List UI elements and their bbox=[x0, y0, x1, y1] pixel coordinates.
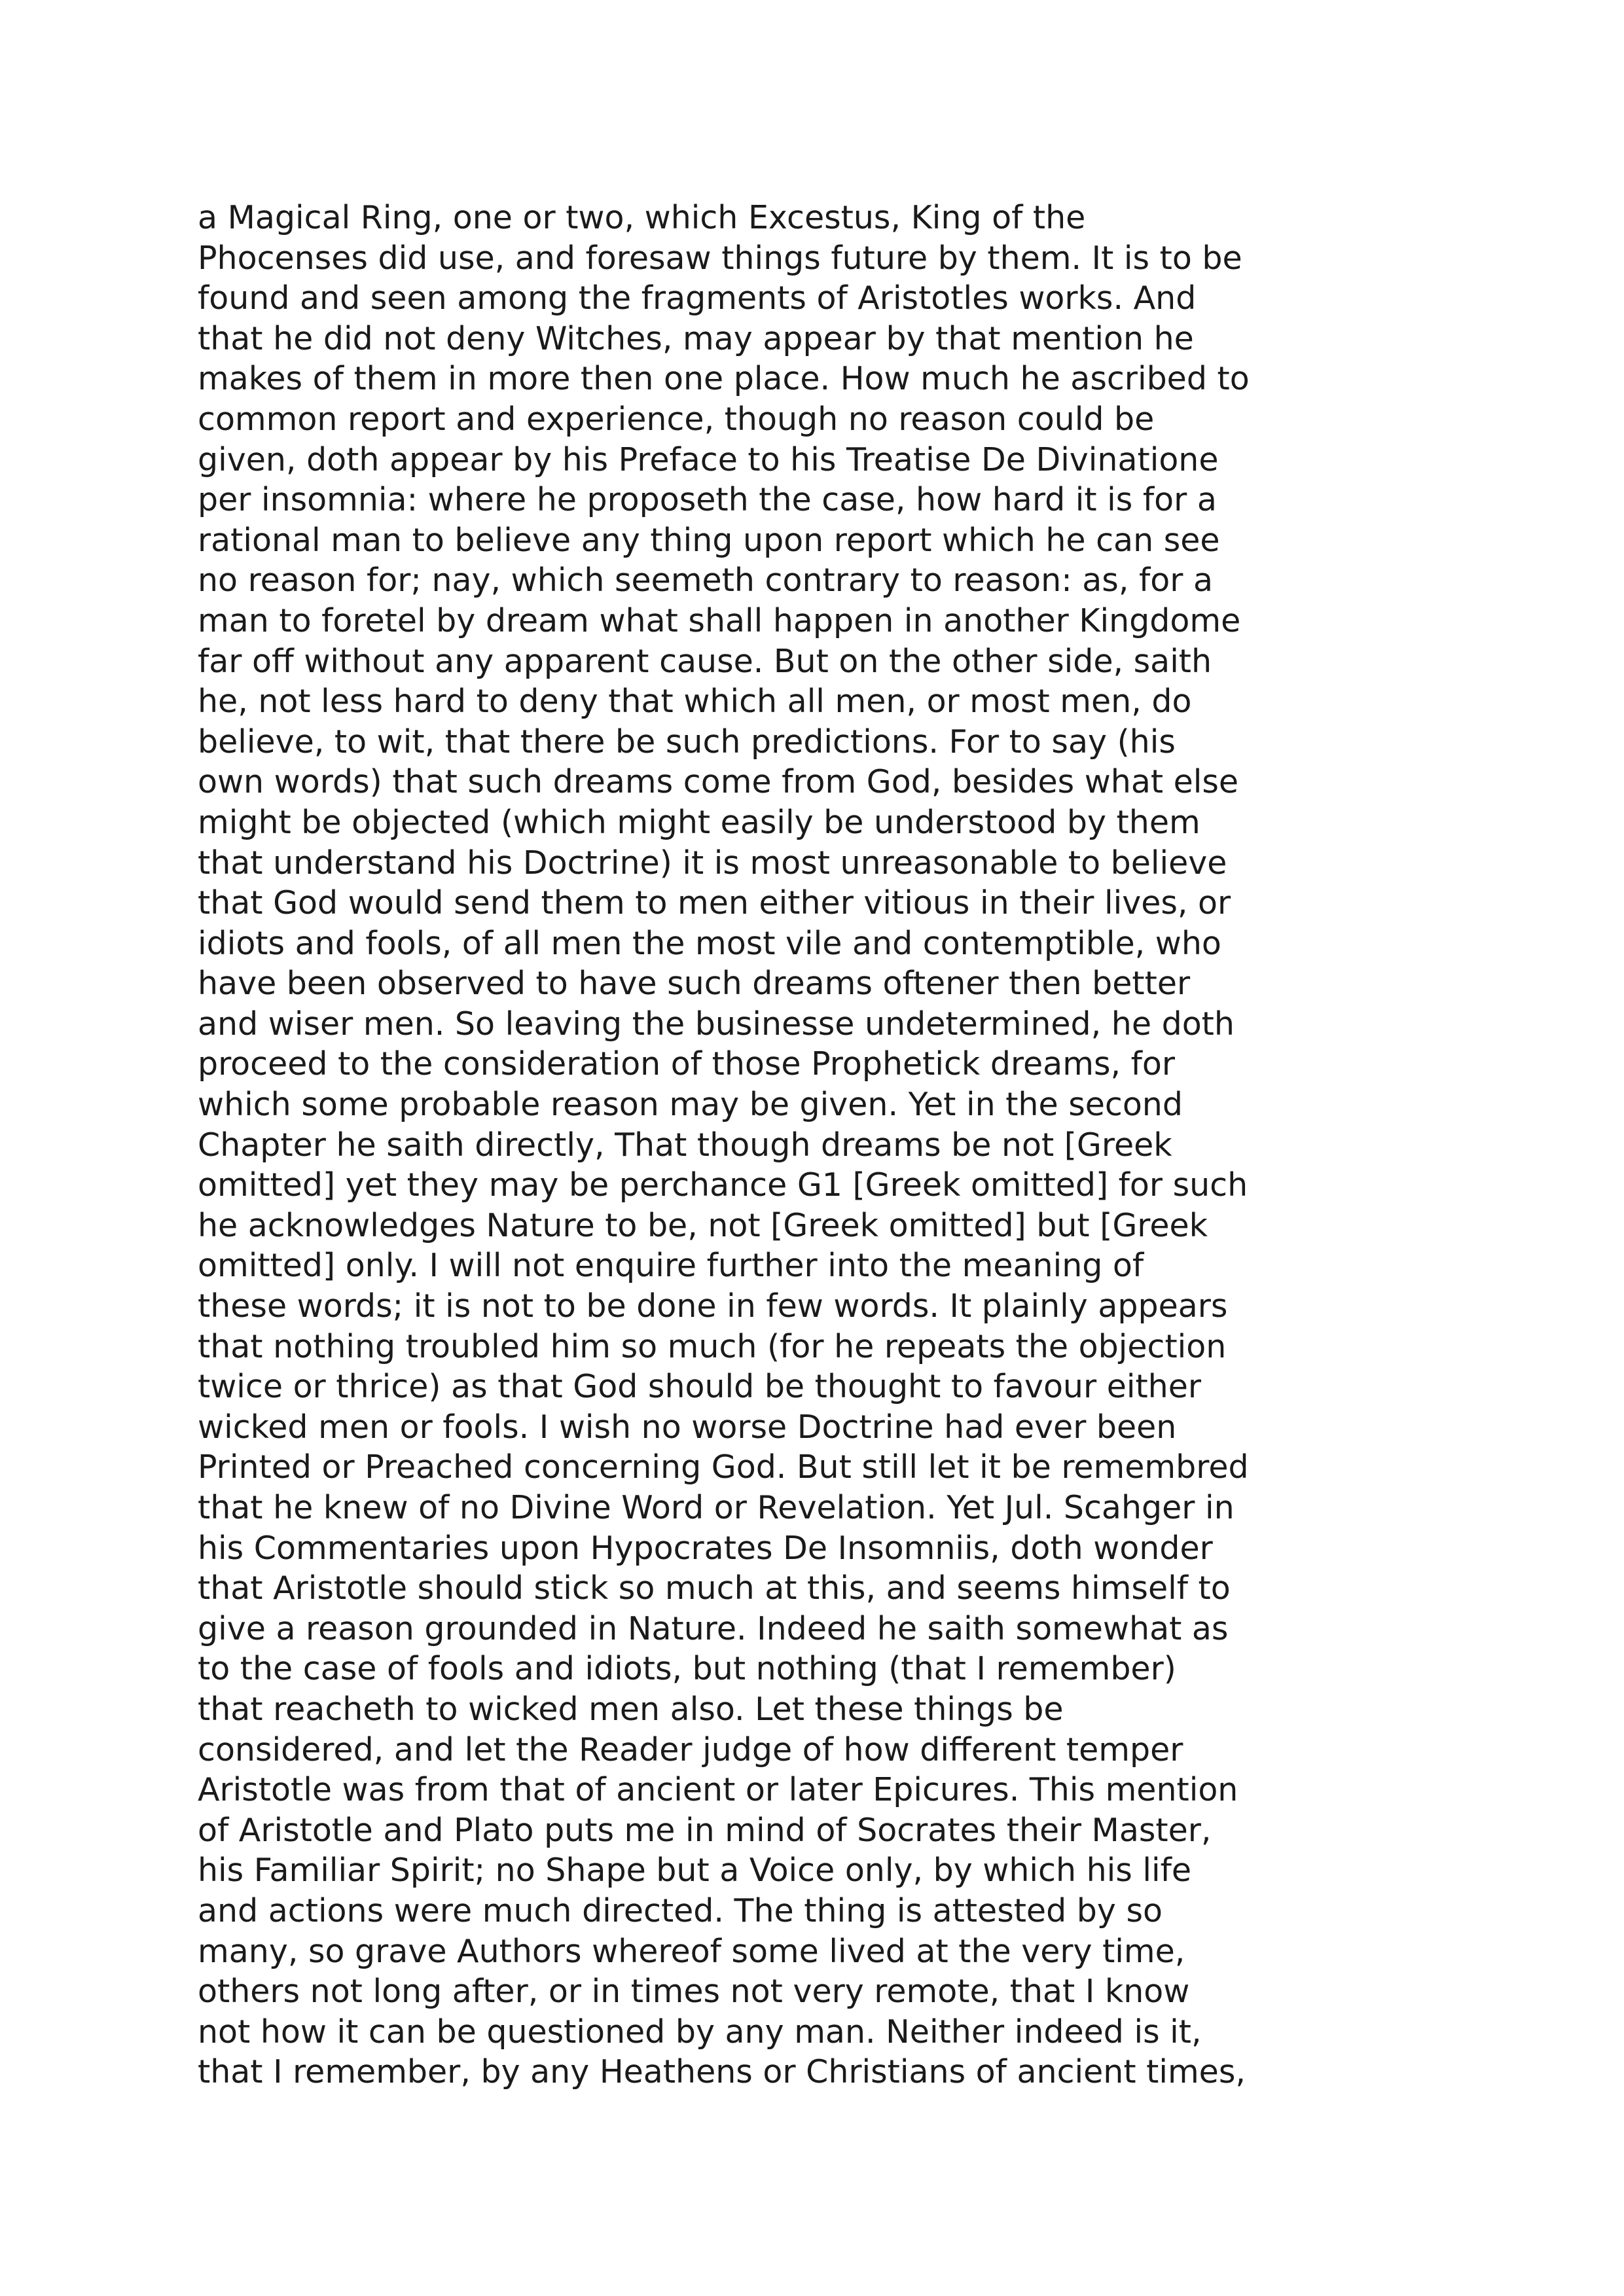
text-line: Printed or Preached concerning God. But still let it be remembred bbox=[198, 1448, 1249, 1486]
text-line: might be objected (which might easily be understood by them bbox=[198, 803, 1200, 841]
text-line: per insomnia: where he proposeth the case, how hard it is for a bbox=[198, 481, 1217, 519]
text-line: many, so grave Authors whereof some lived at the very time, bbox=[198, 1932, 1185, 1970]
text-line: makes of them in more then one place. How much he ascribed to bbox=[198, 360, 1250, 398]
text-line: common report and experience, though no reason could be bbox=[198, 400, 1155, 438]
text-line: given, doth appear by his Preface to his Treatise De Divinatione bbox=[198, 440, 1219, 478]
text-line: his Commentaries upon Hypocrates De Insomniis, doth wonder bbox=[198, 1529, 1213, 1567]
text-line: and actions were much directed. The thing is attested by so bbox=[198, 1892, 1163, 1929]
text-line: not how it can be questioned by any man. Neither indeed is it, bbox=[198, 2013, 1202, 2051]
text-line: which some probable reason may be given. Yet in the second bbox=[198, 1086, 1183, 1124]
text-line: no reason for; nay, which seemeth contrary to reason: as, for a bbox=[198, 562, 1213, 600]
text-line: that reacheth to wicked men also. Let these things be bbox=[198, 1690, 1064, 1728]
text-line: far off without any apparent cause. But on the other side, saith bbox=[198, 642, 1212, 680]
text-line: that God would send them to men either vitious in their lives, or bbox=[198, 884, 1231, 922]
text-line: others not long after, or in times not very remote, that I know bbox=[198, 1973, 1190, 2011]
text-line: his Familiar Spirit; no Shape but a Voice only, by which his life bbox=[198, 1852, 1192, 1890]
text-line: to the case of fools and idiots, but nothing (that I remember) bbox=[198, 1650, 1176, 1688]
text-line: wicked men or fools. I wish no worse Doctrine had ever been bbox=[198, 1408, 1177, 1446]
text-line: omitted] only. I will not enquire further into the meaning of bbox=[198, 1247, 1144, 1285]
text-line: Chapter he saith directly, That though dreams be not [Greek bbox=[198, 1126, 1172, 1164]
text-line: that he knew of no Divine Word or Revelation. Yet Jul. Scahger in bbox=[198, 1489, 1235, 1526]
text-line: these words; it is not to be done in few words. It plainly appears bbox=[198, 1287, 1228, 1325]
text-line: omitted] yet they may be perchance G1 [Greek omitted] for such bbox=[198, 1166, 1248, 1204]
text-line: found and seen among the fragments of Aristotles works. And bbox=[198, 279, 1197, 317]
text-line: give a reason grounded in Nature. Indeed he saith somewhat as bbox=[198, 1609, 1229, 1647]
text-line: a Magical Ring, one or two, which Excestus, King of the bbox=[198, 199, 1086, 236]
text-line: twice or thrice) as that God should be thought to favour either bbox=[198, 1368, 1202, 1406]
text-line: that nothing troubled him so much (for he repeats the objection bbox=[198, 1327, 1227, 1365]
text-line: believe, to wit, that there be such predictions. For to say (his bbox=[198, 723, 1176, 761]
text-line: that understand his Doctrine) it is most unreasonable to believe bbox=[198, 844, 1227, 882]
text-line: Phocenses did use, and foresaw things future by them. It is to be bbox=[198, 239, 1242, 277]
text-line: proceed to the consideration of those Prophetick dreams, for bbox=[198, 1045, 1175, 1083]
text-line: have been observed to have such dreams oftener then better bbox=[198, 965, 1191, 1003]
text-line: that I remember, by any Heathens or Christians of ancient times, bbox=[198, 2053, 1246, 2091]
text-line: that he did not deny Witches, may appear by that mention he bbox=[198, 319, 1194, 357]
text-line: he, not less hard to deny that which all men, or most men, do bbox=[198, 683, 1192, 721]
text-line: of Aristotle and Plato puts me in mind of Socrates their Master, bbox=[198, 1811, 1212, 1849]
text-line: and wiser men. So leaving the businesse undetermined, he doth bbox=[198, 1005, 1235, 1043]
text-line: he acknowledges Nature to be, not [Greek omitted] but [Greek bbox=[198, 1206, 1208, 1244]
text-line: considered, and let the Reader judge of how different temper bbox=[198, 1731, 1183, 1768]
text-line: man to foretel by dream what shall happen in another Kingdome bbox=[198, 601, 1241, 639]
text-line: that Aristotle should stick so much at this, and seems himself to bbox=[198, 1570, 1231, 1607]
text-line: idiots and fools, of all men the most vile and contemptible, who bbox=[198, 924, 1221, 962]
body-text bbox=[198, 198, 1324, 2092]
text-line: Aristotle was from that of ancient or later Epicures. This mention bbox=[198, 1771, 1238, 1809]
text-line: own words) that such dreams come from God, besides what else bbox=[198, 763, 1239, 801]
text-line: rational man to believe any thing upon report which he can see bbox=[198, 521, 1220, 559]
